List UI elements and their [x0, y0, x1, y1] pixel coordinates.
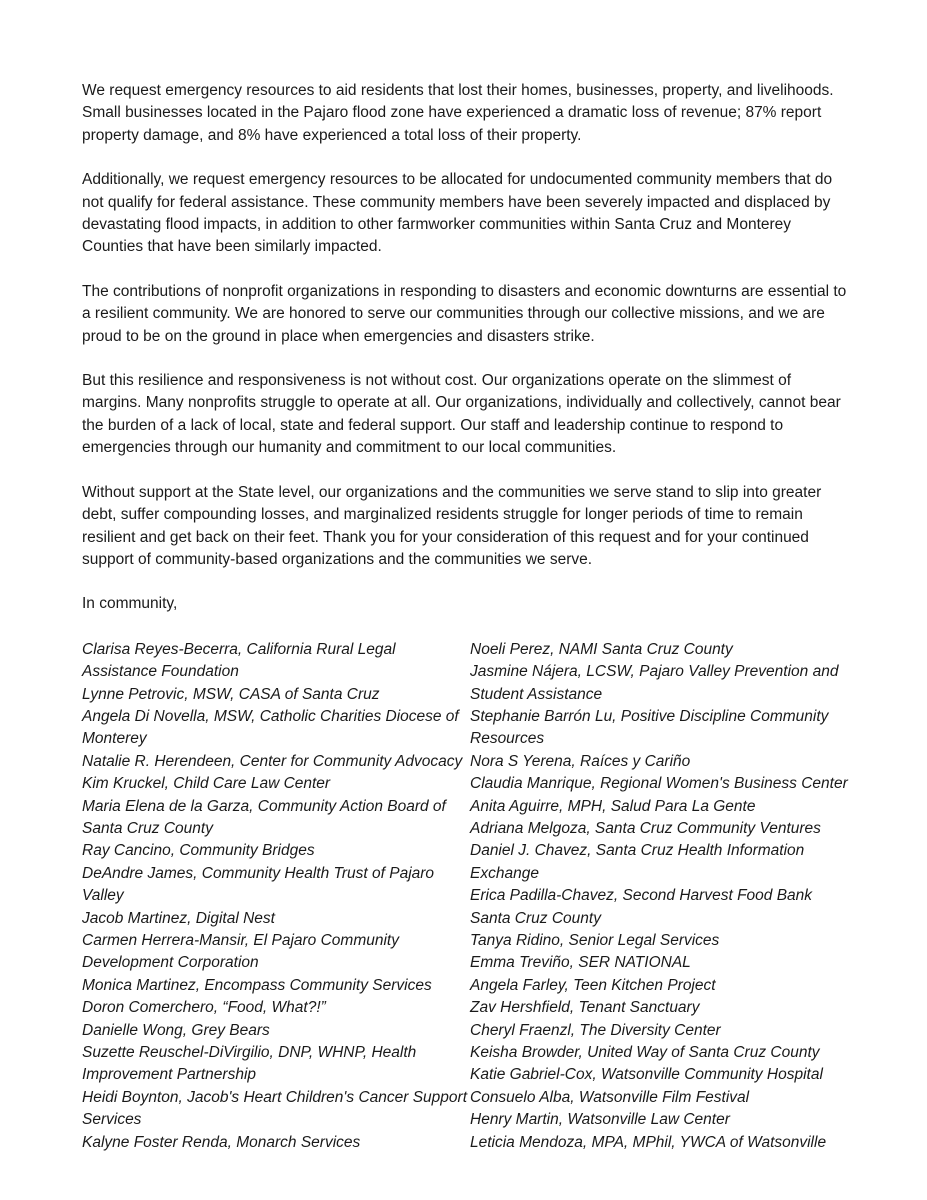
signatory: Lynne Petrovic, MSW, CASA of Santa Cruz: [82, 685, 380, 703]
signatory: Carmen Herrera-Mansir, El Pajaro Community Development Corporation: [82, 932, 399, 972]
signatory: Jacob Martinez, Digital Nest: [82, 909, 275, 927]
paragraph-state-support: Without support at the State level, our organizations and the communities we serve stand to slip into greater debt, suffer compounding losses, and marginalized residents struggle for longer periods of time to remain resilient and get back on their feet. Thank you for your consideration of this request and for your continued support of community-based organizations and the communities we serve.: [82, 483, 822, 568]
signatory: Erica Padilla-Chavez, Second Harvest Food Bank Santa Cruz County: [470, 887, 813, 927]
signatory: Cheryl Fraenzl, The Diversity Center: [470, 1021, 721, 1039]
signatory: Suzette Reuschel-DiVirgilio, DNP, WHNP, Health Improvement Partnership: [82, 1044, 417, 1084]
signatory: Danielle Wong, Grey Bears: [82, 1021, 270, 1039]
signatory: Angela Farley, Teen Kitchen Project: [470, 976, 716, 994]
signatory: Kim Kruckel, Child Care Law Center: [82, 775, 331, 793]
paragraph-resilience-cost: But this resilience and responsiveness is not without cost. Our organizations operate on the slimmest of margins. Many nonprofits struggle to operate at all. Our organizations, individually and collectively, cannot bear the burden of a lack of local, state and federal support. Our staff and leadership continue to respond to emergencies through our humanity and commitment to our local communities.: [82, 372, 841, 457]
paragraph-emergency-resources: We request emergency resources to aid residents that lost their homes, businesses, property, and livelihoods. Small businesses located in the Pajaro flood zone have experienced a dramatic loss of revenue; 87% report property damage, and 8% have experienced a total loss of their property.: [82, 82, 834, 144]
signatories-left-column: [82, 639, 470, 1154]
signatory: Natalie R. Herendeen, Center for Community Advocacy: [82, 752, 463, 770]
signatory: Maria Elena de la Garza, Community Action Board of Santa Cruz County: [82, 797, 446, 837]
signatory: Emma Treviño, SER NATIONAL: [470, 954, 691, 972]
letter-page: [82, 80, 852, 1154]
signatory: Noeli Perez, NAMI Santa Cruz County: [470, 640, 733, 658]
signatory: Nora S Yerena, Raíces y Cariño: [470, 752, 691, 770]
signatory: Stephanie Barrón Lu, Positive Discipline Community Resources: [470, 707, 829, 748]
signatory: Doron Comerchero, “Food, What?!”: [82, 999, 326, 1017]
signatory: Keisha Browder, United Way of Santa Cruz County: [470, 1044, 820, 1062]
paragraph-nonprofit-contributions: The contributions of nonprofit organizations in responding to disasters and economic downturns are essential to a resilient community. We are honored to serve our communities through our collective missions, and we are proud to be on the ground in place when emergencies and disasters strike.: [82, 282, 847, 345]
signatory: Claudia Manrique, Regional Women's Business Center: [470, 775, 848, 793]
signatory: Adriana Melgoza, Santa Cruz Community Ventures: [470, 819, 821, 837]
signatory: Kalyne Foster Renda, Monarch Services: [82, 1133, 361, 1151]
signatory: Monica Martinez, Encompass Community Services: [82, 976, 432, 994]
signatory: Henry Martin, Watsonville Law Center: [470, 1111, 730, 1129]
signatory: Consuelo Alba, Watsonville Film Festival: [470, 1088, 750, 1106]
signatory: DeAndre James, Community Health Trust of Pajaro Valley: [82, 864, 435, 905]
signatories: [82, 639, 852, 1154]
closing-salutation: In community,: [82, 595, 178, 613]
signatories-right-column: [470, 639, 852, 1154]
signatory: Daniel J. Chavez, Santa Cruz Health Information Exchange: [470, 842, 805, 882]
signatory: Katie Gabriel-Cox, Watsonville Community Hospital: [470, 1066, 823, 1084]
signatory: Tanya Ridino, Senior Legal Services: [470, 932, 720, 949]
signatory: Anita Aguirre, MPH, Salud Para La Gente: [470, 797, 756, 815]
signatory: Heidi Boynton, Jacob's Heart Children's Cancer Support Services: [82, 1088, 468, 1129]
signatory: Angela Di Novella, MSW, Catholic Charities Diocese of Monterey: [82, 707, 459, 748]
signatory: Leticia Mendoza, MPA, MPhil, YWCA of Watsonville: [470, 1133, 827, 1151]
signatory: Zav Hershfield, Tenant Sanctuary: [470, 999, 700, 1017]
signatory: Ray Cancino, Community Bridges: [82, 842, 315, 860]
signatory: Clarisa Reyes-Becerra, California Rural Legal Assistance Foundation: [82, 640, 396, 681]
paragraph-undocumented-members: Additionally, we request emergency resources to be allocated for undocumented community members that do not qualify for federal assistance. These community members have been severely impacted and displaced by devastating flood impacts, in addition to other farmworker communities within Santa Cruz and Monterey Counties that have been similarly impacted.: [82, 171, 833, 256]
signatory: Jasmine Nájera, LCSW, Pajaro Valley Prevention and Student Assistance: [470, 663, 839, 703]
